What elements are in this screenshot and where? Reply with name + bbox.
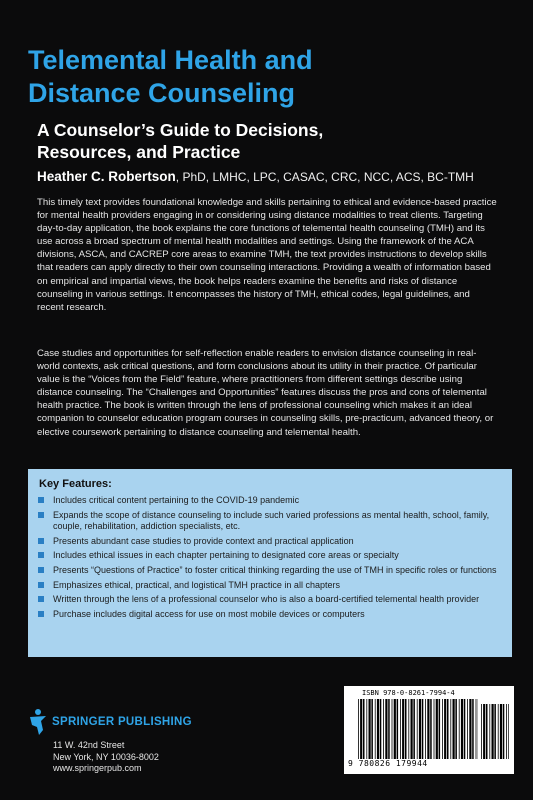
- feature-item: [38, 609, 506, 621]
- square-bullet-icon: [38, 538, 44, 544]
- feature-item: [38, 495, 506, 507]
- feature-item: [38, 510, 506, 533]
- author-credentials: , PhD, LMHC, LPC, CASAC, CRC, NCC, ACS, BC-TMH: [175, 170, 474, 184]
- key-features-list: [38, 495, 506, 623]
- subtitle-line-1: A Counselor’s Guide to Decisions,: [37, 120, 324, 140]
- feature-text: Presents abundant case studies to provide context and practical application: [53, 535, 354, 546]
- square-bullet-icon: [38, 497, 44, 503]
- book-title: [28, 44, 508, 110]
- feature-text: Includes ethical issues in each chapter pertaining to designated core areas or specialty: [53, 550, 399, 561]
- square-bullet-icon: [38, 552, 44, 558]
- book-subtitle: [37, 119, 497, 163]
- feature-text: Emphasizes ethical, practical, and logistical TMH practice in all chapters: [53, 579, 340, 590]
- key-features-title: Key Features:: [39, 478, 112, 490]
- publisher-address: [53, 740, 159, 775]
- feature-text: Purchase includes digital access for use on most mobile devices or computers: [53, 608, 365, 619]
- square-bullet-icon: [38, 567, 44, 573]
- isbn-barcode: [344, 686, 514, 774]
- feature-text: Written through the lens of a professional counselor who is also a board-certified telemental health provider: [53, 594, 480, 605]
- address-city: New York, NY 10036-8002: [53, 751, 159, 762]
- feature-text: Expands the scope of distance counseling to include such varied professions as mental health, school, family, couple, rehabilitation, addiction specialists, etc.: [53, 509, 490, 532]
- price-barcode-bars: [481, 704, 509, 759]
- feature-item: [38, 536, 506, 548]
- feature-item: [38, 594, 506, 606]
- feature-item: [38, 565, 506, 577]
- title-line-1: Telemental Health and: [28, 45, 313, 75]
- publisher-name: SPRINGER PUBLISHING: [52, 716, 192, 728]
- subtitle-line-2: Resources, and Practice: [37, 142, 241, 162]
- square-bullet-icon: [38, 611, 44, 617]
- author-name: Heather C. Robertson: [37, 169, 176, 184]
- description-paragraph-1: This timely text provides foundational knowledge and skills pertaining to ethical and evidence-based practice for mental health providers engaging in or considering using distance modalities to treat clients. Targeting day-to-day application, the book explains the core functions of telemental health counseling (TMH) and its use across a broad spectrum of mental health modalities and settings. Using the framework of the ACA divisions, ASCA, and CACREP core areas to examine TMH, the text provides instructions to develop skills that readers can apply directly to their own counseling interactions. Providing a wealth of information based on empirical and impartial views, the book helps readers examine the benefits and risks of distance counseling in various settings. It encompasses the history of TMH, ethical codes, legal guidelines, and recent research.: [37, 197, 497, 313]
- description-paragraph-2: Case studies and opportunities for self-reflection enable readers to envision distance counseling in real-world contexts, ask critical questions, and form conclusions about its utility in their practice. Of particular value is the “Voices from the Field” feature, where practitioners from different settings describe using distance counseling. The “Challenges and Opportunities” features discuss the pros and cons of telemental health practice. The book is written through the lens of professional counseling which makes it an ideal companion to counselor education program courses in counseling skills, pre-practicum, advanced theory, or elective coursework pertaining to distance counseling and telemental health.: [37, 348, 494, 438]
- author-line: [37, 169, 517, 184]
- feature-item: [38, 550, 506, 562]
- address-website: www.springerpub.com: [53, 763, 142, 773]
- springer-horse-icon: [28, 708, 50, 736]
- feature-text: Includes critical content pertaining to the COVID-19 pandemic: [53, 495, 300, 505]
- key-features-box: [28, 469, 512, 657]
- address-street: 11 W. 42nd Street: [53, 740, 125, 750]
- publisher-logo: [28, 708, 192, 736]
- barcode-bars: [358, 699, 478, 759]
- title-line-2: Distance Counseling: [28, 78, 296, 108]
- square-bullet-icon: [38, 512, 44, 518]
- square-bullet-icon: [38, 596, 44, 602]
- isbn-label: ISBN 978-0-8261-7994-4: [362, 689, 455, 697]
- feature-item: [38, 580, 506, 592]
- feature-text: Presents “Questions of Practice” to foster critical thinking regarding the use of TMH in specific roles or functions: [53, 564, 497, 575]
- barcode-digits: 9 780826 179944: [348, 759, 428, 768]
- square-bullet-icon: [38, 582, 44, 588]
